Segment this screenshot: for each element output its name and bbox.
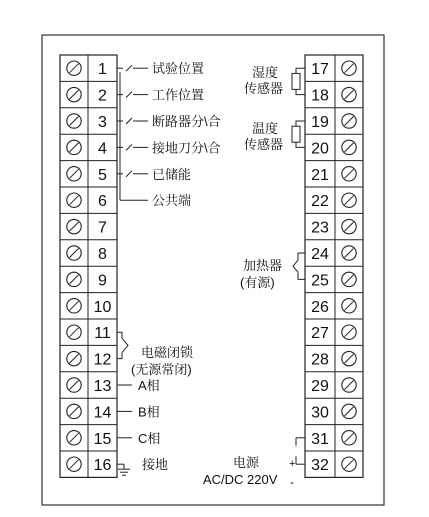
right-terminal-20 xyxy=(311,140,356,157)
temperature-label-line2: 传感器 xyxy=(244,137,284,152)
right-terminal-number: 24 xyxy=(311,246,329,263)
right-terminal-26 xyxy=(311,299,356,316)
right-terminal-number: 23 xyxy=(311,219,329,237)
right-terminal-27 xyxy=(311,325,356,342)
left-terminal-number: 12 xyxy=(93,351,112,369)
screw-slot-icon xyxy=(345,328,354,337)
right-terminal-19 xyxy=(311,114,356,131)
right-terminal-number: 31 xyxy=(311,430,329,448)
left-terminal-15 xyxy=(67,431,161,448)
right-terminal-21 xyxy=(311,167,356,184)
humidity-sensor-icon xyxy=(292,73,300,89)
left-terminal-9 xyxy=(67,272,107,289)
left-terminal-7 xyxy=(67,219,107,236)
lock-label-line1: 电磁闭锁 xyxy=(141,345,194,360)
left-terminal-2 xyxy=(67,87,204,104)
screw-slot-icon xyxy=(345,249,354,258)
left-terminal-number: 16 xyxy=(93,457,112,475)
left-terminal-number: 14 xyxy=(93,404,112,422)
right-terminal-number: 19 xyxy=(311,114,329,131)
right-terminal-17 xyxy=(311,61,356,78)
left-terminal-strip xyxy=(60,55,221,477)
switch-contact-icon xyxy=(126,171,132,177)
left-terminal-label: 工作位置 xyxy=(152,87,205,103)
screw-slot-icon xyxy=(70,460,79,469)
screw-slot-icon xyxy=(70,301,79,310)
left-terminal-number: 11 xyxy=(94,325,111,343)
temperature-label-line1: 温度 xyxy=(252,121,279,136)
left-terminal-1 xyxy=(67,61,204,78)
screw-slot-icon xyxy=(70,328,79,337)
left-terminal-3 xyxy=(67,114,221,131)
lock-bracket-line xyxy=(117,332,122,358)
left-terminal-label: 已储能 xyxy=(152,166,192,182)
power-minus-sign: - xyxy=(290,475,294,489)
heater-label-line1: 加热器 xyxy=(243,258,283,273)
heater-icon xyxy=(293,260,298,272)
switch-contact-icon xyxy=(126,144,132,150)
screw-slot-icon xyxy=(345,275,354,284)
screw-slot-icon xyxy=(345,222,354,231)
left-terminal-label: A相 xyxy=(138,378,160,393)
right-terminal-strip xyxy=(305,55,363,477)
screw-slot-icon xyxy=(345,196,354,205)
screw-slot-icon xyxy=(70,222,79,231)
screw-slot-icon xyxy=(345,301,354,310)
left-terminal-label: C相 xyxy=(138,430,161,446)
left-terminal-number: 6 xyxy=(98,193,107,211)
screw-slot-icon xyxy=(70,117,79,126)
screw-slot-icon xyxy=(70,143,79,152)
power-plus-sign: + xyxy=(289,458,296,470)
right-terminal-23 xyxy=(311,219,356,236)
right-terminal-28 xyxy=(311,351,356,368)
switch-contact-icon xyxy=(126,92,132,98)
left-terminal-label: B相 xyxy=(138,404,160,420)
right-terminal-number: 22 xyxy=(311,193,329,211)
screw-slot-icon xyxy=(345,90,354,99)
left-terminal-label: 接地刀分\合 xyxy=(152,140,221,156)
left-terminal-number: 7 xyxy=(98,219,107,237)
left-terminal-10 xyxy=(67,299,112,316)
left-terminal-number: 2 xyxy=(98,87,107,105)
left-terminal-label: 接地 xyxy=(142,457,169,473)
power-label-line2: AC/DC 220V xyxy=(203,472,278,487)
left-terminal-label: 断路器分\合 xyxy=(152,114,221,129)
screw-slot-icon xyxy=(70,407,79,416)
right-terminal-number: 25 xyxy=(311,272,329,290)
screw-slot-icon xyxy=(345,117,354,126)
screw-slot-icon xyxy=(345,354,354,363)
screw-slot-icon xyxy=(70,249,79,258)
screw-slot-icon xyxy=(345,433,354,442)
left-terminal-8 xyxy=(67,246,107,263)
humidity-label-line2: 传感器 xyxy=(244,81,284,96)
left-terminal-11 xyxy=(67,325,111,342)
right-terminal-30 xyxy=(311,404,356,421)
left-terminal-5 xyxy=(67,167,191,184)
left-terminal-number: 15 xyxy=(93,430,112,448)
screw-slot-icon xyxy=(70,64,79,73)
left-terminal-label: 公共端 xyxy=(152,193,192,209)
screw-slot-icon xyxy=(70,433,79,442)
lock-contact-icon xyxy=(122,338,128,352)
left-terminal-number: 10 xyxy=(93,298,112,316)
right-terminal-22 xyxy=(311,193,356,210)
screw-slot-icon xyxy=(70,196,79,205)
right-terminal-number: 17 xyxy=(311,61,329,79)
screw-slot-icon xyxy=(70,169,79,178)
right-terminal-number: 20 xyxy=(311,140,329,158)
left-terminal-number: 5 xyxy=(98,166,107,184)
right-terminal-number: 27 xyxy=(311,325,329,343)
right-terminal-24 xyxy=(311,246,356,263)
right-terminal-number: 21 xyxy=(311,166,329,184)
right-terminal-number: 32 xyxy=(311,457,329,475)
right-terminal-18 xyxy=(311,87,356,104)
screw-slot-icon xyxy=(345,381,354,390)
heater-bracket-line xyxy=(298,253,305,279)
left-terminal-number: 4 xyxy=(98,140,107,158)
screw-slot-icon xyxy=(70,275,79,284)
right-terminal-29 xyxy=(311,378,356,395)
heater-label-line2: (有源) xyxy=(240,275,275,290)
temperature-sensor-icon xyxy=(292,126,300,142)
switch-contact-icon xyxy=(126,65,132,71)
left-terminal-4 xyxy=(67,140,221,157)
screw-slot-icon xyxy=(345,460,354,469)
left-terminal-number: 1 xyxy=(98,61,107,79)
screw-slot-icon xyxy=(345,64,354,73)
power-label-line1: 电源 xyxy=(233,455,260,470)
right-terminal-number: 26 xyxy=(311,298,329,316)
right-terminal-number: 28 xyxy=(311,351,329,369)
left-terminal-number: 3 xyxy=(98,114,107,131)
switch-contact-icon xyxy=(126,118,132,124)
screw-slot-icon xyxy=(345,143,354,152)
screw-slot-icon xyxy=(345,407,354,416)
right-terminal-32 xyxy=(311,457,356,474)
left-terminal-12 xyxy=(67,351,112,368)
right-terminal-25 xyxy=(311,272,356,289)
lock-label-line2: (无源常闭) xyxy=(131,362,192,377)
left-terminal-13 xyxy=(67,378,160,395)
right-terminal-number: 29 xyxy=(311,378,329,395)
left-terminal-number: 9 xyxy=(98,272,107,290)
left-terminal-14 xyxy=(67,404,160,421)
screw-slot-icon xyxy=(70,90,79,99)
screw-slot-icon xyxy=(70,354,79,363)
left-terminal-label: 试验位置 xyxy=(152,61,205,77)
right-terminal-number: 18 xyxy=(311,87,329,105)
left-terminal-6 xyxy=(67,193,191,210)
left-terminal-number: 13 xyxy=(93,378,112,395)
screw-slot-icon xyxy=(70,381,79,390)
right-terminal-31 xyxy=(311,431,356,448)
right-terminal-number: 30 xyxy=(311,404,329,422)
left-terminal-number: 8 xyxy=(98,246,107,263)
humidity-label-line1: 湿度 xyxy=(252,65,279,80)
screw-slot-icon xyxy=(345,169,354,178)
